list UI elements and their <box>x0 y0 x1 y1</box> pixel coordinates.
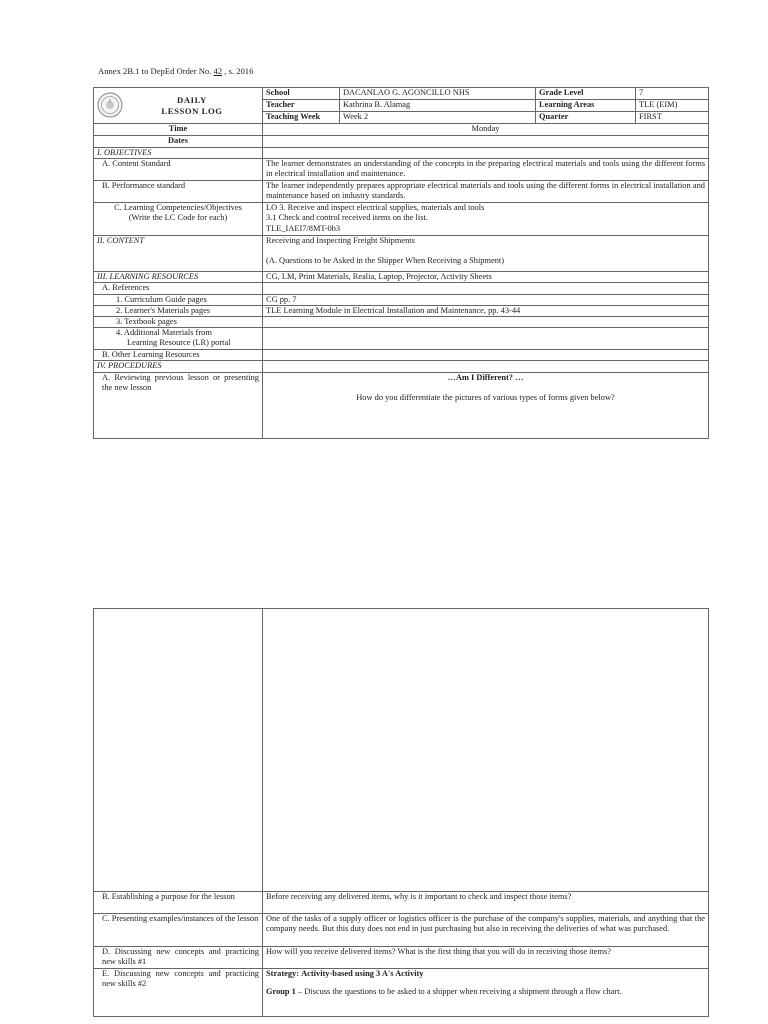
new-concepts-2-value-cell <box>263 969 709 1017</box>
strategy-label: Strategy: <box>266 969 300 978</box>
new-concepts-2-label: E. Discussing new concepts and practicing new skills #2 <box>94 969 263 1017</box>
order-number: 42 <box>213 66 223 76</box>
content-standard-value: The learner demonstrates an understanding of the concepts in the preparing electrical materials and tools using the different forms in electrical installation and maintenance. <box>263 159 709 181</box>
performance-standard-label: B. Performance standard <box>94 181 263 203</box>
new-concepts-1-value: How will you receive delivered items? What is the first thing that you will do in receiving those items? <box>263 947 709 969</box>
quarter-label: Quarter <box>536 112 636 124</box>
additional-materials-label: 4. Additional Materials from <box>116 328 212 338</box>
group-1-label: Group 1 <box>266 987 296 997</box>
learning-resources-heading: III. LEARNING RESOURCES <box>94 272 263 283</box>
school-value: DACANLAO G. AGONCILLO NHS <box>340 88 536 100</box>
lesson-log-table-continued <box>93 608 709 1017</box>
curriculum-guide-value: CG pp. 7 <box>263 294 709 305</box>
objectives-heading: I. OBJECTIVES <box>94 148 263 159</box>
competency-line-2: 3.1 Check and control received items on the list. <box>266 213 428 223</box>
performance-standard-value: The learner independently prepares appropriate electrical materials and tools using the different forms in electrical installation and maintenance based on industry standards. <box>263 181 709 203</box>
learners-materials-label: 2. Learner's Materials pages <box>94 305 263 316</box>
purpose-value: Before receiving any delivered items, why is it important to check and inspect those items? <box>263 892 709 914</box>
content-heading: II. CONTENT <box>94 236 263 272</box>
annex-prefix: Annex 2B.1 to DepEd Order No. <box>98 66 214 76</box>
competencies-sublabel: (Write the LC Code for each) <box>128 213 228 223</box>
am-i-different-title: …Am I Different? … <box>447 372 524 382</box>
references-blank <box>263 283 709 294</box>
competencies-label: C. Learning Competencies/Objectives <box>114 203 242 213</box>
group-1-text: – Discuss the questions to be asked to a shipper when receiving a shipment through a flow chart. <box>295 987 622 997</box>
strategy-spacer <box>266 979 705 987</box>
strategy-value: Activity-based using 3 A's Activity <box>301 969 424 978</box>
dates-label: Dates <box>94 136 263 148</box>
group-1-line <box>266 987 705 997</box>
other-resources-blank <box>263 350 709 361</box>
competencies-value-cell <box>263 203 709 236</box>
content-value-cell <box>263 236 709 272</box>
examples-value: One of the tasks of a supply officer or logistics officer is the purchase of the company's supplies, materials, and anything that the company needs. But this duty does not end in just purchasing but also in receiving the deliveries of what was purchased. <box>263 914 709 947</box>
dates-value <box>263 136 709 148</box>
curriculum-guide-label: 1. Curriculum Guide pages <box>94 294 263 305</box>
competencies-label-cell <box>94 203 263 236</box>
picture-area-blank <box>263 609 709 892</box>
picture-area-label-blank <box>94 609 263 892</box>
objectives-blank <box>263 148 709 159</box>
learners-materials-value: TLE Learning Module in Electrical Installation and Maintenance, pp. 43-44 <box>263 305 709 316</box>
other-resources-label: B. Other Learning Resources <box>94 350 263 361</box>
school-label: School <box>263 88 340 100</box>
review-question: How do you differentiate the pictures of various types of forms given below? <box>356 392 615 402</box>
learning-areas-label: Learning Areas <box>536 100 636 112</box>
annex-reference <box>98 66 253 76</box>
reviewing-lesson-value-cell <box>263 372 709 438</box>
grade-level-value: 7 <box>636 88 709 100</box>
competency-code: TLE_IAEI7/8MT-0b3 <box>266 223 341 233</box>
review-spacer <box>266 383 705 393</box>
day-monday: Monday <box>263 124 709 136</box>
teaching-week-value: Week 2 <box>340 112 536 124</box>
teacher-label: Teacher <box>263 100 340 112</box>
content-title: Receiving and Inspecting Freight Shipments <box>266 236 415 246</box>
deped-seal-icon <box>97 92 123 118</box>
lesson-log-title-cell <box>94 88 263 124</box>
annex-suffix: , s. 2016 <box>222 66 254 76</box>
reviewing-lesson-label: A. Reviewing previous lesson or presenting the new lesson <box>94 372 263 438</box>
content-spacer <box>266 246 705 256</box>
additional-materials-blank <box>263 328 709 350</box>
procedures-heading: IV. PROCEDURES <box>94 361 263 372</box>
procedures-blank <box>263 361 709 372</box>
strategy-line <box>266 969 705 979</box>
time-label: Time <box>94 124 263 136</box>
examples-label: C. Presenting examples/instances of the lesson <box>94 914 263 947</box>
textbook-pages-label: 3. Textbook pages <box>94 317 263 328</box>
grade-level-label: Grade Level <box>536 88 636 100</box>
additional-materials-label-cell <box>94 328 263 350</box>
learning-resources-value: CG, LM, Print Materials, Realia, Laptop, Projector, Activity Sheets <box>263 272 709 283</box>
new-concepts-1-label: D. Discussing new concepts and practicing new skills #1 <box>94 947 263 969</box>
competency-line-1: LO 3. Receive and inspect electrical supplies, materials and tools <box>266 203 485 213</box>
teaching-week-label: Teaching Week <box>263 112 340 124</box>
content-subtitle: (A. Questions to be Asked in the Shipper When Receiving a Shipment) <box>266 256 505 266</box>
lesson-log-title: LESSON LOG <box>161 105 223 116</box>
textbook-pages-blank <box>263 317 709 328</box>
learning-areas-value: TLE (EIM) <box>636 100 709 112</box>
quarter-value: FIRST <box>636 112 709 124</box>
content-standard-label: A. Content Standard <box>94 159 263 181</box>
lr-portal-label: Learning Resource (LR) portal <box>127 338 231 348</box>
teacher-value: Kathrina B. Alamag <box>340 100 536 112</box>
references-label: A. References <box>94 283 263 294</box>
purpose-label: B. Establishing a purpose for the lesson <box>94 892 263 914</box>
daily-title: DAILY <box>177 94 207 105</box>
lesson-log-table <box>93 87 709 439</box>
